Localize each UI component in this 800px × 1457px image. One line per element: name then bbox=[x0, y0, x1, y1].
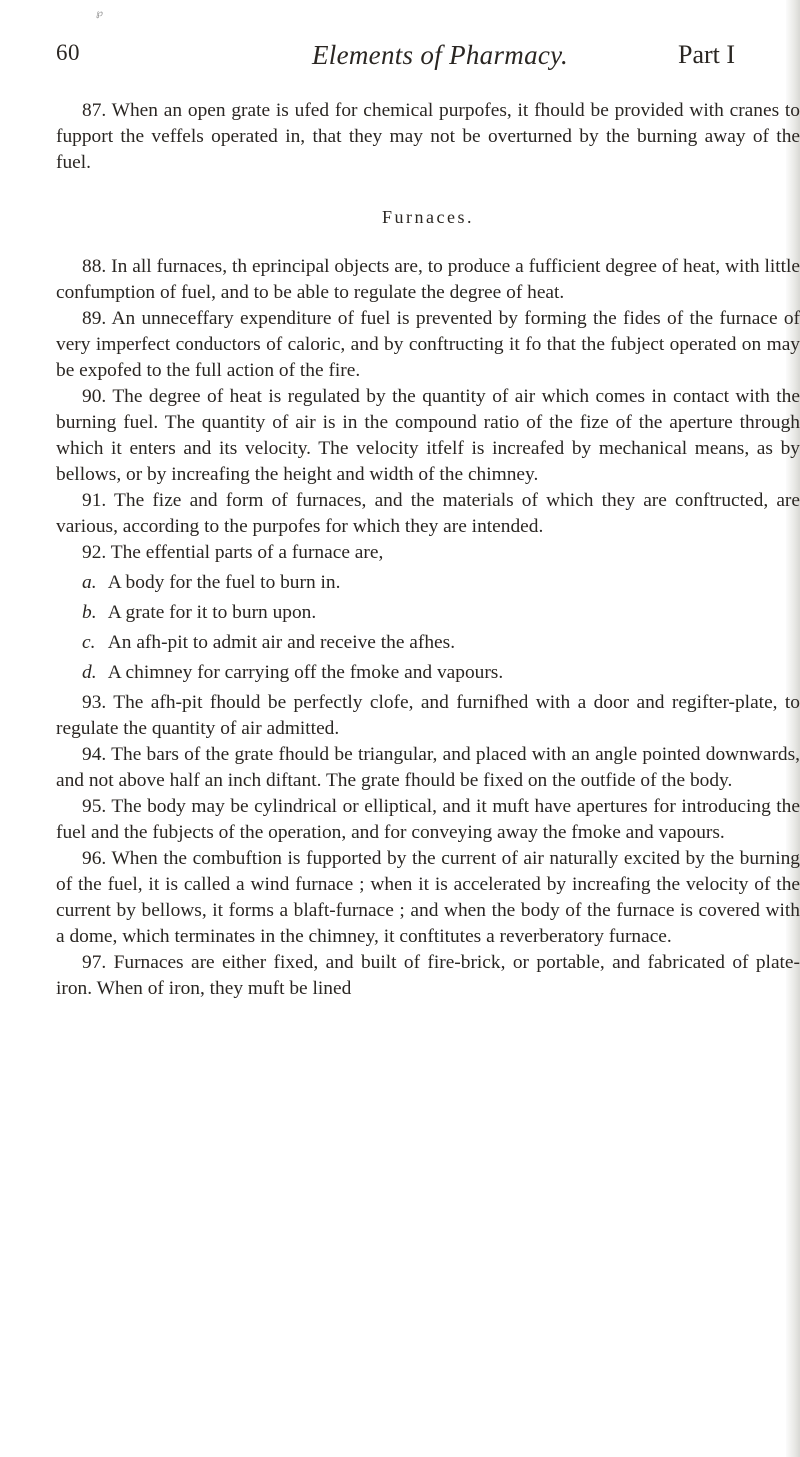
list-item-text: An afh-pit to admit air and receive the afhes. bbox=[107, 632, 456, 653]
list-item-d bbox=[56, 660, 800, 686]
list-item-letter: a. bbox=[82, 572, 97, 593]
page-number: 60 bbox=[56, 40, 80, 65]
list-item-c bbox=[56, 630, 800, 656]
paragraph-91: 91. The fize and form of furnaces, and the materials of which they are conftructed, are various, according to the purpofes for which they are intended. bbox=[56, 490, 800, 537]
list-item-b bbox=[56, 600, 800, 626]
paragraph-97: 97. Furnaces are either fixed, and built of fire-brick, or portable, and fabricated of plate-iron. When of iron, they muft be lined bbox=[56, 952, 800, 999]
paragraph-87: 87. When an open grate is ufed for chemical purpofes, it fhould be provided with cranes to fupport the veffels operated in, that they may not be overturned by the burning away of the fuel. bbox=[56, 100, 800, 173]
list-item-letter: b. bbox=[82, 602, 97, 623]
list-item-a bbox=[56, 570, 800, 596]
section-heading-furnaces: Furnaces. bbox=[382, 207, 474, 227]
list-item-letter: d. bbox=[82, 662, 97, 683]
custody-mark: ℘ bbox=[96, 8, 103, 19]
paragraph-93: 93. The afh-pit fhould be perfectly clofe, and furnifhed with a door and regifter-plate, to regulate the quantity of air admitted. bbox=[56, 692, 800, 739]
paragraph-88: 88. In all furnaces, th eprincipal objects are, to produce a fufficient degree of heat, with little confumption of fuel, and to be able to regulate the degree of heat. bbox=[56, 256, 800, 303]
page-header bbox=[56, 40, 796, 80]
paragraph-96: 96. When the combuftion is fupported by the current of air naturally excited by the burning of the fuel, it is called a wind furnace ; when it is accelerated by increafing the velocity of the current by bellows, it forms a blaft-furnace ; and when the body of the furnace is covered with a dome, which terminates in the chimney, it conftitutes a reverberatory furnace. bbox=[56, 848, 800, 947]
paragraph-89: 89. An unneceffary expenditure of fuel is prevented by forming the fides of the furnace of very imperfect conductors of caloric, and by conftructing it fo that the fubject operated on may be expofed to the full action of the fire. bbox=[56, 308, 800, 381]
list-item-text: A body for the fuel to burn in. bbox=[107, 572, 341, 593]
list-item-text: A chimney for carrying off the fmoke and vapours. bbox=[107, 662, 504, 683]
paragraph-90: 90. The degree of heat is regulated by the quantity of air which comes in contact with the burning fuel. The quantity of air is in the compound ratio of the fize of the aperture through which it enters and its velocity. The velocity itfelf is increafed by mechanical means, as by bellows, or by increafing the height and width of the chimney. bbox=[56, 386, 800, 485]
body-text bbox=[56, 98, 800, 1348]
paragraph-94: 94. The bars of the grate fhould be triangular, and placed with an angle pointed downwards, and not above half an inch diftant. The grate fhould be fixed on the outfide of the body. bbox=[56, 744, 800, 791]
running-head: Elements of Pharmacy. bbox=[312, 40, 568, 70]
paragraph-95: 95. The body may be cylindrical or elliptical, and it muft have apertures for introducing the fuel and the fubjects of the operation, and for conveying away the fmoke and vapours. bbox=[56, 796, 800, 843]
list-item-text: A grate for it to burn upon. bbox=[107, 602, 317, 623]
list-item-letter: c. bbox=[82, 632, 96, 653]
part-label: Part I bbox=[678, 40, 736, 69]
paragraph-92: 92. The effential parts of a furnace are, bbox=[82, 542, 384, 563]
